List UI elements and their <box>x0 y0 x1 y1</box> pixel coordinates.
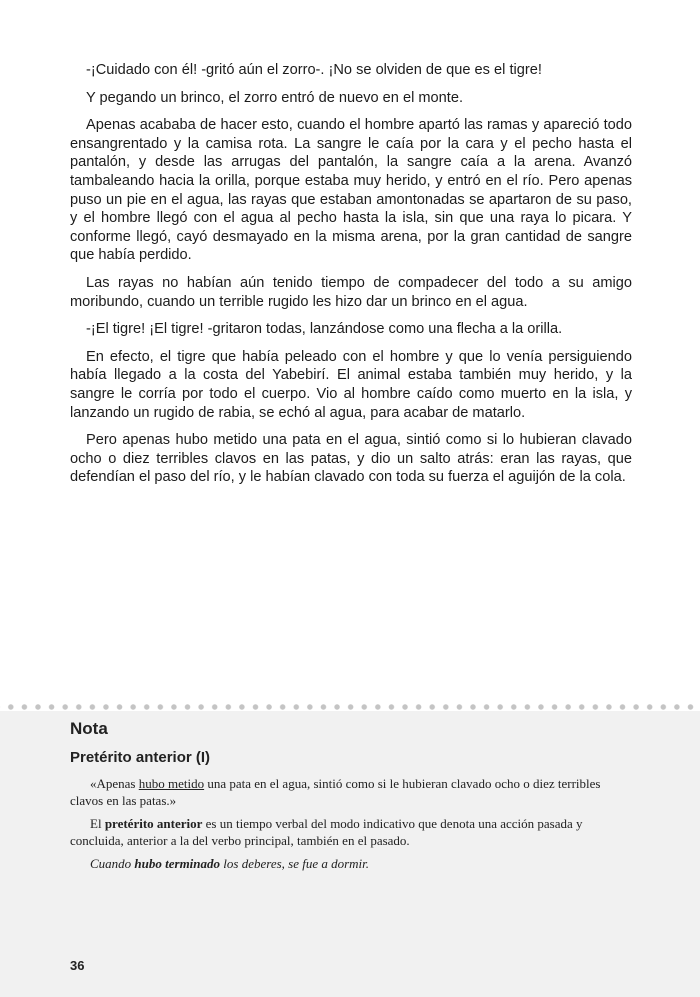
story-paragraph-3: Apenas acababa de hacer esto, cuando el hombre apartó las ramas y apareció todo ensangrentado y la camisa rota. La sangre le caía por la cara y el pecho hasta el pantalón, y desde las arrugas del pantalón, la sangre caía a la arena. Avanzó tambaleando hacia la orilla, porque estaba muy herido, y entró en el río. Pero apenas puso un pie en el agua, las rayas que estaban amontonadas se apartaron de su paso, y el hombre llegó con el agua al pecho hasta la isla, sin que una raya lo picara. Y conforme llegó, cayó desmayado en la misma arena, por la gran cantidad de sangre que había perdido. <box>70 117 632 264</box>
story-paragraph-2: Y pegando un brinco, el zorro entró de nuevo en el monte. <box>86 89 463 106</box>
note-quote-underlined: hubo metido <box>138 776 205 791</box>
note-definition <box>70 815 626 850</box>
note-subtitle: Pretérito anterior (I) <box>70 749 211 766</box>
story-paragraph-1: -¡Cuidado con él! -gritó aún el zorro-. ¡No se olviden de que es el tigre! <box>86 62 542 78</box>
story-paragraph-6: En efecto, el tigre que había peleado con el hombre y que lo venía persiguiendo había llegado a la costa del Yabebirí. El animal estaba también muy herido, y la sangre le corría por todo el cuerpo. Vio al hombre caído como muerto en la isla, y lanzando un rugido de rabia, se echó al agua, para acabar de matarlo. <box>70 348 632 421</box>
note-example-bold: hubo terminado <box>134 855 221 871</box>
note-box <box>0 711 700 997</box>
note-quote <box>70 775 626 810</box>
story-text <box>70 61 632 496</box>
note-quote-rest: una pata en el agua, sintió como si le hubieran clavado ocho o diez terribles clavos en las patas.» <box>70 776 601 809</box>
note-body <box>70 775 626 877</box>
note-example-before: Cuando <box>90 855 135 871</box>
note-quote-open: «Apenas <box>90 776 139 791</box>
story-paragraph-5: -¡El tigre! ¡El tigre! -gritaron todas, lanzándose como una flecha a la orilla. <box>86 321 563 338</box>
note-definition-term: pretérito anterior <box>104 815 203 831</box>
story-paragraph-7: Pero apenas hubo metido una pata en el agua, sintió como si lo hubieran clavado ocho o diez terribles clavos en las patas, y dio un salto atrás: eran las rayas, que defendían el paso del río, y le habían clavado con toda su fuerza el aguijón de la cola. <box>70 432 632 486</box>
page-number: 36 <box>70 958 85 973</box>
note-title: Nota <box>70 719 108 738</box>
note-example <box>70 855 626 872</box>
note-example-after: los deberes, se fue a dormir. <box>220 855 370 871</box>
note-definition-after: es un tiempo verbal del modo indicativo que denota una acción pasada y concluida, anterior a la del verbo principal, también en el pasado. <box>70 815 583 849</box>
story-paragraph-4: Las rayas no habían aún tenido tiempo de compadecer del todo a su amigo moribundo, cuando un terrible rugido les hizo dar un brinco en el agua. <box>70 274 632 310</box>
note-definition-before: El <box>90 815 105 831</box>
